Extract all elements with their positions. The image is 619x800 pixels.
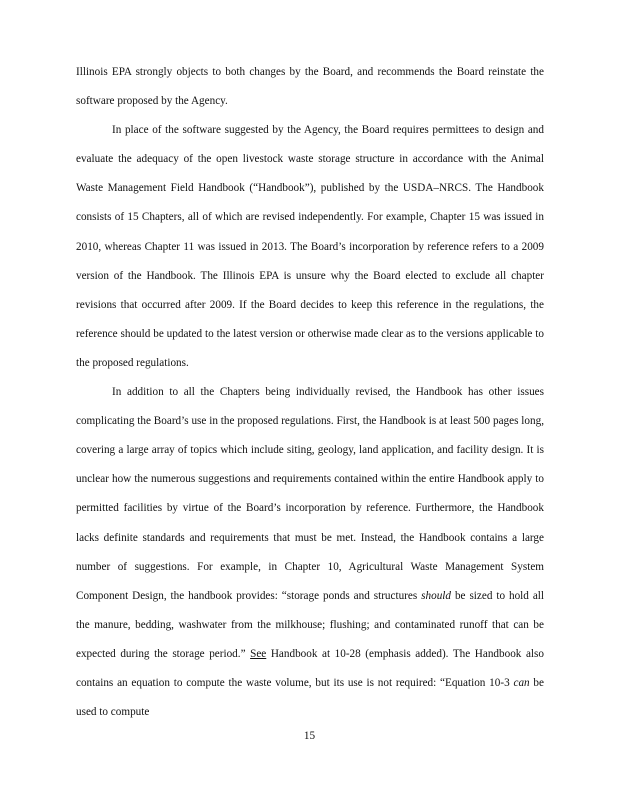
paragraph-agency-objection: Illinois EPA strongly objects to both changes by the Board, and recommends the Board reinstate the software proposed by the Agency. <box>76 66 544 108</box>
page-number: 15 <box>303 730 316 742</box>
emphasis-can: can <box>513 676 530 689</box>
paragraph-handbook-incorporation: In place of the software suggested by the Agency, the Board requires permittees to design and evaluate the adequacy of the open livestock waste storage structure in accordance with the Animal Waste Management Field Handbook (“Handbook”), published by the USDA–NRCS. The Handbook consists of 15 Chapters, all of which are revised independently. For example, Chapter 15 was issued in 2010, whereas Chapter 11 was issued in 2013. The Board’s incorporation by reference refers to a 2009 version of the Handbook. The Illinois EPA is unsure why the Board elected to exclude all chapter revisions that occurred after 2009. If the Board decides to keep this reference in the regulations, the reference should be updated to the latest version or otherwise made clear as to the versions applicable to the proposed regulations. <box>76 124 544 369</box>
paragraph-text-segment: In addition to all the Chapters being individually revised, the Handbook has other issues complicating the Board’s use in the proposed regulations. First, the Handbook is at least 500 pages long, covering a large array of topics which include siting, geology, land application, and facility design. It is unclear how the numerous suggestions and requirements contained within the entire Handbook apply to permitted facilities by virtue of the Board’s incorporation by reference. Furthermore, the Handbook lacks definite standards and requirements that must be met. Instead, the Handbook contains a large number of suggestions. For example, in Chapter 10, Agricultural Waste Management System Component Design, the handbook provides: “storage ponds and structures <box>76 386 544 602</box>
emphasis-should: should <box>421 589 452 602</box>
paragraph-handbook-issues <box>76 378 544 727</box>
paragraph-text-segment: be used to compute <box>76 676 544 719</box>
paragraph-text-segment: Handbook at 10-28 (emphasis added). The Handbook also contains an equation to compute the waste volume, but its use is not required: “Equation 10-3 <box>76 647 544 689</box>
document-page <box>76 58 544 727</box>
citation-see: See <box>250 647 267 660</box>
paragraph-text-segment: be sized to hold all the manure, bedding, washwater from the milkhouse; flushing; and contaminated runoff that can be expected during the storage period.” <box>76 589 544 660</box>
